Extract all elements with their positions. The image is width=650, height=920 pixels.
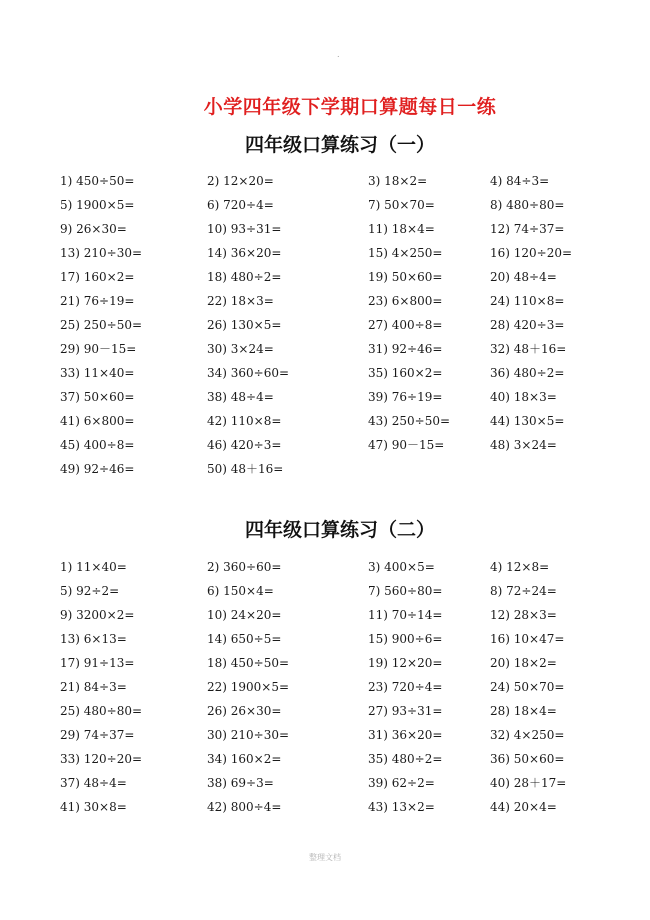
math-problem: 25) 480÷80= [60, 704, 143, 718]
math-problem: 32) 48＋16= [490, 342, 567, 356]
math-problem: 34) 160×2= [207, 752, 282, 766]
math-problem: 19) 12×20= [368, 656, 443, 670]
math-problem: 31) 92÷46= [368, 342, 443, 356]
math-problem: 17) 91÷13= [60, 656, 135, 670]
math-problem: 29) 74÷37= [60, 728, 135, 742]
math-problem: 30) 3×24= [207, 342, 274, 356]
problem-row [0, 364, 650, 388]
problem-row [0, 678, 650, 702]
math-problem: 28) 18×4= [490, 704, 557, 718]
math-problem: 25) 250÷50= [60, 318, 143, 332]
math-problem: 33) 120÷20= [60, 752, 143, 766]
section-2-title: 四年级口算练习（二） [244, 519, 435, 541]
math-problem: 20) 18×2= [490, 656, 557, 670]
math-problem: 44) 130×5= [490, 414, 565, 428]
math-problem: 3) 18×2= [368, 174, 428, 188]
math-problem: 19) 50×60= [368, 270, 443, 284]
math-problem: 47) 90－15= [368, 438, 445, 452]
math-problem: 41) 30×8= [60, 800, 127, 814]
math-problem: 27) 400÷8= [368, 318, 443, 332]
math-problem: 31) 36×20= [368, 728, 443, 742]
math-problem: 13) 210÷30= [60, 246, 143, 260]
math-problem: 1) 450÷50= [60, 174, 135, 188]
math-problem: 20) 48÷4= [490, 270, 557, 284]
math-problem: 16) 10×47= [490, 632, 565, 646]
math-problem: 9) 26×30= [60, 222, 127, 236]
problem-row [0, 388, 650, 412]
math-problem: 24) 110×8= [490, 294, 565, 308]
problem-row [0, 244, 650, 268]
problem-row [0, 654, 650, 678]
math-problem: 37) 48÷4= [60, 776, 127, 790]
math-problem: 14) 36×20= [207, 246, 282, 260]
math-problem: 6) 720÷4= [207, 198, 274, 212]
math-problem: 2) 12×20= [207, 174, 274, 188]
math-problem: 43) 13×2= [368, 800, 435, 814]
math-problem: 35) 160×2= [368, 366, 443, 380]
math-problem: 11) 70÷14= [368, 608, 443, 622]
math-problem: 10) 93÷31= [207, 222, 282, 236]
math-problem: 39) 62÷2= [368, 776, 435, 790]
math-problem: 15) 4×250= [368, 246, 443, 260]
math-problem: 29) 90－15= [60, 342, 137, 356]
math-problem: 5) 1900×5= [60, 198, 135, 212]
math-problem: 33) 11×40= [60, 366, 135, 380]
problem-row [0, 630, 650, 654]
math-problem: 9) 3200×2= [60, 608, 135, 622]
problem-row [0, 798, 650, 822]
math-problem: 49) 92÷46= [60, 462, 135, 476]
math-problem: 7) 50×70= [368, 198, 435, 212]
math-problem: 44) 20×4= [490, 800, 557, 814]
math-problem: 42) 800÷4= [207, 800, 282, 814]
math-problem: 6) 150×4= [207, 584, 274, 598]
math-problem: 8) 72÷24= [490, 584, 557, 598]
math-problem: 34) 360÷60= [207, 366, 290, 380]
math-problem: 2) 360÷60= [207, 560, 282, 574]
math-problem: 30) 210÷30= [207, 728, 290, 742]
problem-row [0, 750, 650, 774]
math-problem: 14) 650÷5= [207, 632, 282, 646]
main-title: 小学四年级下学期口算题每日一练 [203, 96, 497, 118]
math-problem: 39) 76÷19= [368, 390, 443, 404]
problem-row [0, 172, 650, 196]
math-problem: 3) 400×5= [368, 560, 435, 574]
math-problem: 38) 48÷4= [207, 390, 274, 404]
math-problem: 13) 6×13= [60, 632, 127, 646]
math-problem: 48) 3×24= [490, 438, 557, 452]
math-problem: 45) 400÷8= [60, 438, 135, 452]
math-problem: 26) 130×5= [207, 318, 282, 332]
math-problem: 21) 84÷3= [60, 680, 127, 694]
problem-row [0, 460, 650, 484]
problem-row [0, 196, 650, 220]
section-1-problem-grid [0, 172, 650, 484]
math-problem: 32) 4×250= [490, 728, 565, 742]
math-problem: 26) 26×30= [207, 704, 282, 718]
problem-row [0, 558, 650, 582]
footer-watermark: 整理文档 [309, 853, 341, 862]
problem-row [0, 340, 650, 364]
math-problem: 23) 6×800= [368, 294, 443, 308]
math-problem: 22) 18×3= [207, 294, 274, 308]
math-problem: 40) 28＋17= [490, 776, 567, 790]
math-problem: 7) 560÷80= [368, 584, 443, 598]
math-problem: 35) 480÷2= [368, 752, 443, 766]
math-problem: 12) 28×3= [490, 608, 557, 622]
math-problem: 42) 110×8= [207, 414, 282, 428]
math-problem: 16) 120÷20= [490, 246, 573, 260]
math-problem: 37) 50×60= [60, 390, 135, 404]
problem-row [0, 220, 650, 244]
problem-row [0, 606, 650, 630]
math-problem: 28) 420÷3= [490, 318, 565, 332]
math-problem: 18) 450÷50= [207, 656, 290, 670]
math-problem: 4) 12×8= [490, 560, 550, 574]
problem-row [0, 702, 650, 726]
math-problem: 17) 160×2= [60, 270, 135, 284]
math-problem: 18) 480÷2= [207, 270, 282, 284]
math-problem: 24) 50×70= [490, 680, 565, 694]
math-problem: 22) 1900×5= [207, 680, 290, 694]
math-problem: 8) 480÷80= [490, 198, 565, 212]
problem-row [0, 436, 650, 460]
math-problem: 12) 74÷37= [490, 222, 565, 236]
problem-row [0, 582, 650, 606]
section-1-title: 四年级口算练习（一） [244, 134, 435, 156]
math-problem: 11) 18×4= [368, 222, 435, 236]
section-2-problem-grid [0, 558, 650, 822]
math-problem: 50) 48＋16= [207, 462, 284, 476]
math-problem: 10) 24×20= [207, 608, 282, 622]
problem-row [0, 726, 650, 750]
problem-row [0, 412, 650, 436]
math-problem: 41) 6×800= [60, 414, 135, 428]
math-problem: 36) 50×60= [490, 752, 565, 766]
math-problem: 15) 900÷6= [368, 632, 443, 646]
problem-row [0, 774, 650, 798]
problem-row [0, 268, 650, 292]
math-problem: 40) 18×3= [490, 390, 557, 404]
math-problem: 4) 84÷3= [490, 174, 550, 188]
top-dot-mark: . [337, 50, 340, 59]
math-problem: 21) 76÷19= [60, 294, 135, 308]
math-problem: 5) 92÷2= [60, 584, 120, 598]
math-problem: 23) 720÷4= [368, 680, 443, 694]
math-problem: 36) 480÷2= [490, 366, 565, 380]
problem-row [0, 292, 650, 316]
math-problem: 43) 250÷50= [368, 414, 451, 428]
math-problem: 46) 420÷3= [207, 438, 282, 452]
math-problem: 38) 69÷3= [207, 776, 274, 790]
problem-row [0, 316, 650, 340]
math-problem: 27) 93÷31= [368, 704, 443, 718]
math-problem: 1) 11×40= [60, 560, 127, 574]
